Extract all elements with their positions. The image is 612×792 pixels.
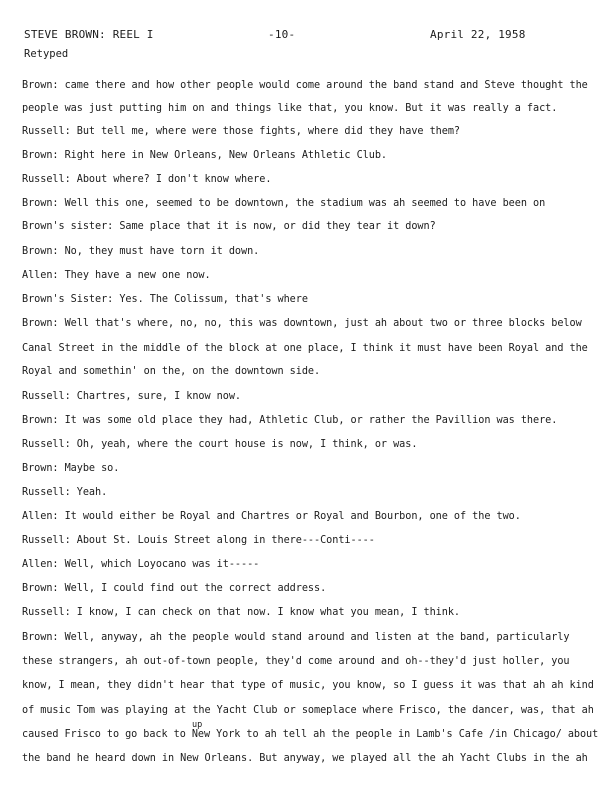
- transcript-line: Allen: It would either be Royal and Chartres or Royal and Bourbon, one of the two.: [22, 511, 521, 522]
- retyped-note: Retyped: [24, 48, 69, 60]
- transcript-line: caused Frisco to go back to New York to ah tell ah the people in Lamb's Cafe /in Chicago/ about: [22, 729, 599, 740]
- transcript-line: Brown: Maybe so.: [22, 463, 120, 474]
- transcript-line: know, I mean, they didn't hear that type of music, you know, so I guess it was that ah ah kind: [22, 680, 594, 691]
- transcript-line: Royal and somethin' on the, on the downtown side.: [22, 366, 321, 377]
- transcript-line: Russell: Yeah.: [22, 487, 108, 498]
- transcript-line: Russell: About where? I don't know where.: [22, 174, 272, 185]
- transcript-line: of music Tom was playing at the Yacht Club or someplace where Frisco, the dancer, was, that ah: [22, 705, 594, 716]
- transcript-line: people was just putting him on and things like that, you know. But it was really a fact.: [22, 103, 558, 114]
- transcript-line: Russell: About St. Louis Street along in there---Conti----: [22, 535, 375, 546]
- transcript-line: Russell: I know, I can check on that now. I know what you mean, I think.: [22, 607, 461, 618]
- transcript-line: Brown's sister: Same place that it is now, or did they tear it down?: [22, 221, 436, 232]
- transcript-line: Brown: Well this one, seemed to be downtown, the stadium was ah seemed to have been on: [22, 198, 546, 209]
- transcript-line: Brown: No, they must have torn it down.: [22, 246, 260, 257]
- transcript-line: Russell: Oh, yeah, where the court house is now, I think, or was.: [22, 439, 418, 450]
- transcript-line: Allen: Well, which Loyocano was it-----: [22, 559, 260, 570]
- transcript-line: the band he heard down in New Orleans. But anyway, we played all the ah Yacht Clubs in the ah: [22, 753, 588, 764]
- handwritten-insertion: up: [192, 720, 203, 730]
- page-number: -10-: [268, 28, 296, 41]
- transcript-line: Russell: Chartres, sure, I know now.: [22, 391, 242, 402]
- header-speaker-reel: STEVE BROWN: REEL I: [24, 28, 154, 41]
- transcript-line: Brown: came there and how other people would come around the band stand and Steve thought the: [22, 80, 588, 91]
- transcript-line: Canal Street in the middle of the block at one place, I think it must have been Royal and the: [22, 343, 588, 354]
- transcript-line: Brown: Well, anyway, ah the people would stand around and listen at the band, particularly: [22, 632, 570, 643]
- transcript-line: these strangers, ah out-of-town people, they'd come around and oh--they'd just holler, you: [22, 656, 570, 667]
- transcript-line: Brown: Well that's where, no, no, this was downtown, just ah about two or three blocks below: [22, 318, 582, 329]
- transcript-line: Russell: But tell me, where were those fights, where did they have them?: [22, 126, 461, 137]
- header-date: April 22, 1958: [430, 28, 526, 41]
- transcript-line: Brown: Well, I could find out the correct address.: [22, 583, 327, 594]
- transcript-line: Brown's Sister: Yes. The Colissum, that's where: [22, 294, 308, 305]
- transcript-line: Brown: Right here in New Orleans, New Orleans Athletic Club.: [22, 150, 388, 161]
- transcript-line: Brown: It was some old place they had, Athletic Club, or rather the Pavillion was there.: [22, 415, 558, 426]
- transcript-line: Allen: They have a new one now.: [22, 270, 211, 281]
